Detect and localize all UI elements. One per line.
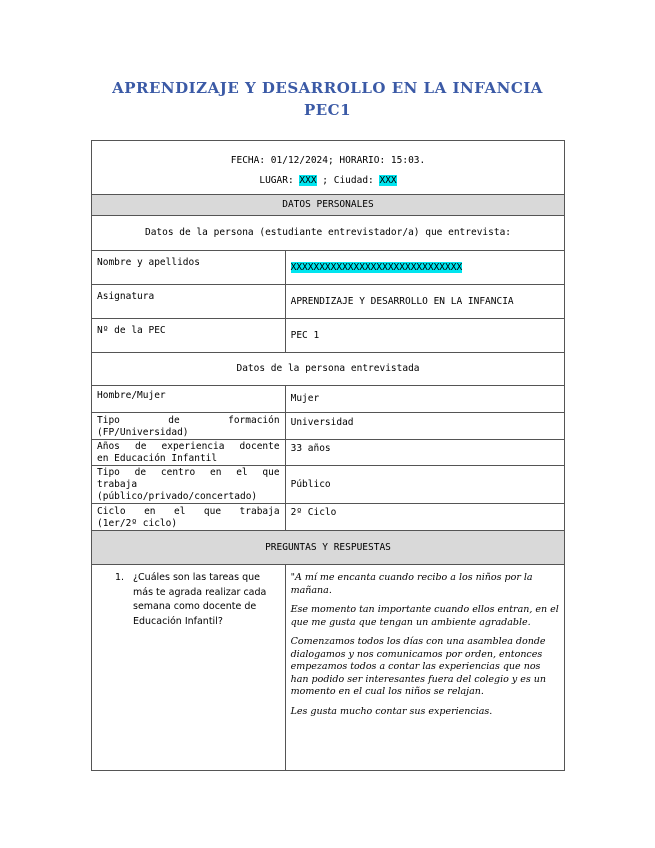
tipo-centro-label-line3: (público/privado/concertado): [97, 491, 258, 502]
tipo-centro-value: Público: [285, 466, 564, 504]
asignatura-label: Asignatura: [92, 285, 286, 319]
tipo-centro-label-cell: [92, 466, 286, 504]
lugar-value: XXX: [299, 174, 317, 186]
question-text: ¿Cuáles son las tareas que más te agrada realizar cada semana como docente de Educación Infantil?: [133, 572, 267, 627]
nombre-label: Nombre y apellidos: [92, 251, 286, 285]
answer-paragraph: Les gusta mucho contar sus experiencias.: [290, 705, 493, 717]
header-cell: [92, 141, 565, 195]
ciclo-label-line2: (1er/2º ciclo): [97, 518, 178, 529]
document-subtitle: PEC1: [303, 101, 352, 119]
answer-paragraph: Ese momento tan importante cuando ellos entran, en el que me gusta que tengan un ambiente agradable.: [290, 604, 559, 628]
question-cell: [92, 565, 286, 771]
sexo-label: Hombre/Mujer: [92, 386, 286, 413]
experiencia-label-cell: [92, 440, 286, 466]
asignatura-value: APRENDIZAJE Y DESARROLLO EN LA INFANCIA: [285, 285, 564, 319]
entrevistador-heading: Datos de la persona (estudiante entrevistador/a) que entrevista:: [92, 216, 565, 251]
nombre-value: XXXXXXXXXXXXXXXXXXXXXXXXXXXXXX: [290, 261, 463, 273]
ciudad-label: ; Ciudad:: [316, 174, 380, 186]
question-number: 1.: [115, 572, 125, 583]
ciclo-label-line1: Ciclo en el que trabaja: [97, 506, 280, 517]
formacion-label-cell: [92, 413, 286, 440]
entrevistada-heading: Datos de la persona entrevistada: [92, 353, 565, 386]
answer-paragraph: "A mí me encanta cuando recibo a los niños por la mañana.: [290, 572, 533, 596]
ciudad-value: XXX: [379, 174, 397, 186]
pec-number-value: PEC 1: [285, 319, 564, 353]
interview-form-table: [91, 140, 565, 771]
lugar-ciudad-line: [97, 175, 559, 187]
fecha-horario-line: FECHA: 01/12/2024; HORARIO: 15:03.: [230, 154, 426, 166]
nombre-value-cell: [285, 251, 564, 285]
ciclo-label-cell: [92, 504, 286, 531]
sexo-value: Mujer: [285, 386, 564, 413]
datos-personales-header: DATOS PERSONALES: [92, 195, 565, 216]
experiencia-label-line2: en Educación Infantil: [97, 453, 218, 464]
pec-number-label: Nº de la PEC: [92, 319, 286, 353]
formacion-label-line1: Tipo de formación: [97, 415, 280, 426]
tipo-centro-label-line1: Tipo de centro en el que: [97, 467, 280, 478]
formacion-label-line2: (FP/Universidad): [97, 427, 189, 438]
ciclo-value: 2º Ciclo: [285, 504, 564, 531]
experiencia-value: 33 años: [285, 440, 564, 466]
answer-cell: [285, 565, 564, 771]
tipo-centro-label-line2: trabaja: [97, 479, 138, 490]
question-item: [97, 571, 280, 629]
preguntas-header: PREGUNTAS Y RESPUESTAS: [92, 531, 565, 565]
document-title: APRENDIZAJE Y DESARROLLO EN LA INFANCIA: [112, 79, 543, 97]
lugar-label: LUGAR:: [259, 174, 300, 186]
formacion-value: Universidad: [285, 413, 564, 440]
answer-paragraph: Comenzamos todos los días con una asamblea donde dialogamos y nos comunicamos por orden, entonces empezamos todos a contar las experiencias que nos han podido ser interesantes fuera del colegio y es un momento en el cual los niños se relajan.: [290, 636, 547, 697]
experiencia-label-line1: Años de experiencia docente: [97, 441, 280, 452]
